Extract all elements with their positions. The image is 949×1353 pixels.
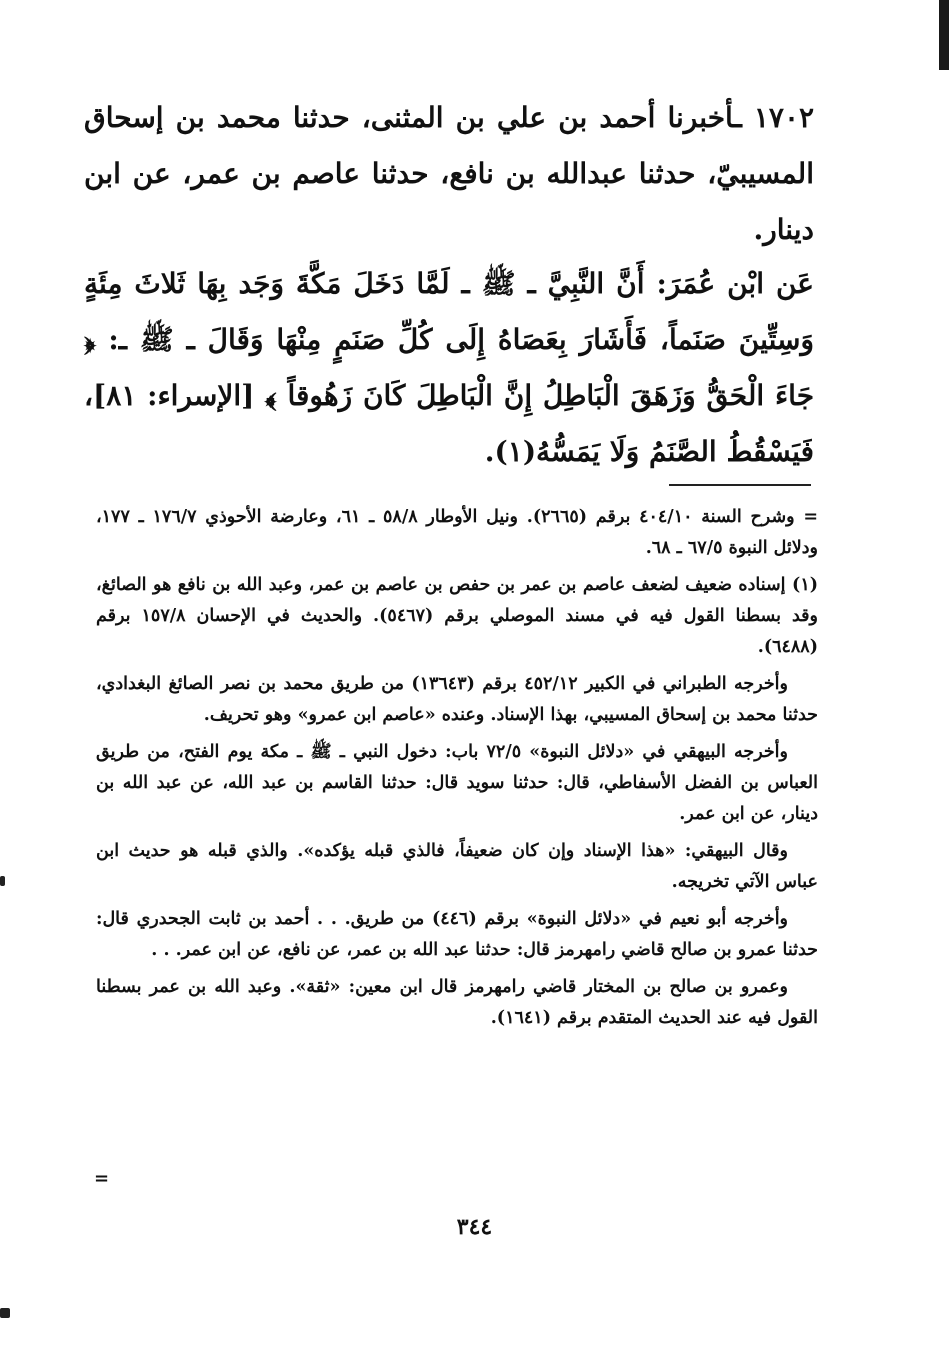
footnote-separator	[669, 484, 811, 486]
footnote-continuation: = وشرح السنة ٤٠٤/١٠ برقم (٢٦٦٥). ونيل الأوطار ٥٨/٨ ـ ٦١، وعارضة الأحوذي ١٧٦/٧ ـ ١٧٧، ودلائل النبوة ٦٧/٥ ـ ٦٨.	[96, 507, 818, 558]
scan-speck	[0, 1308, 10, 1318]
footnote-paragraph: وأخرجه البيهقي في «دلائل النبوة» ٧٢/٥ باب: دخول النبي ـ ﷺ ـ مكة يوم الفتح، من طريق العباس بن الفضل الأسفاطي، قال: حدثنا سويد قال: حدثنا القاسم بن عبد الله، عن عبد الله بن دينار، عن ابن عمر.	[96, 742, 818, 824]
footnote-paragraph: وعمرو بن صالح بن المختار قاضي رامهرمز قال ابن معين: «ثقة». وعبد الله بن عمر بسطنا القول فيه عند الحديث المتقدم برقم (١٦٤١).	[96, 977, 818, 1028]
continuation-mark: =	[94, 1168, 110, 1189]
footnote-paragraph: وأخرجه الطبراني في الكبير ٤٥٢/١٢ برقم (١٣٦٤٣) من طريق محمد بن نصر الصائغ البغدادي، حدثنا محمد بن إسحاق المسيبي، بهذا الإسناد. وعنده «عاصم ابن عمرو» وهو تحريف.	[96, 674, 818, 725]
footnotes	[96, 502, 818, 1040]
footnote-1: (١) إسناده ضعيف لضعف عاصم بن عمر بن حفص بن عاصم بن عمر، وعبد الله بن نافع هو الصائغ، وقد بسطنا القول فيه في مسند الموصلي برقم (٥٤٦٧). والحديث في الإحسان ١٥٧/٨ برقم (٦٤٨٨).	[96, 575, 818, 657]
hadith-isnad-text: أخبرنا أحمد بن علي بن المثنى، حدثنا محمد بن إسحاق المسيبيّ، حدثنا عبدالله بن نافع، حدثنا عاصم بن عمر، عن ابن دينار.	[84, 101, 814, 246]
page-number: ٣٤٤	[456, 1214, 493, 1240]
hadith-number: ١٧٠٢ ـ	[733, 101, 815, 134]
footnote-paragraph: وأخرجه أبو نعيم في «دلائل النبوة» برقم (٤٤٦) من طريق. . . أحمد بن ثابت الجحدري قال: حدثنا عمرو بن صالح قاضي رامهرمز قال: حدثنا عبد الله بن عمر، عن نافع، عن ابن عمر. . .	[96, 909, 818, 960]
scan-speck	[0, 876, 5, 886]
hadith-matn: عَن ابْن عُمَرَ: أَنَّ النَّبِيَّ ـ ﷺ ـ لَمَّا دَخَلَ مَكَّةَ وَجَد بِهَا ثَلاثَ مِئَةٍ وَسِتِّينَ صَنَماً، فَأَشَارَ بِعَصَاهُ إِلَى كُلِّ صَنَمٍ مِنْهَا وَقَالَ ـ ﷺ ـ: ﴿ جَاءَ الْحَقُّ وَزَهَقَ الْبَاطِلُ إِنَّ الْبَاطِلَ كَانَ زَهُوقاً ﴾ [الإسراء: ٨١]، فَيَسْقُطُ الصَّنَمُ وَلَا يَمَسُّهُ(١).	[84, 267, 814, 468]
hadith-isnad	[84, 90, 814, 258]
scan-edge-mark	[939, 0, 949, 70]
footnote-paragraph: وقال البيهقي: «هذا الإسناد وإن كان ضعيفاً، فالذي قبله يؤكده». والذي قبله هو حديث ابن عباس الآتي تخريجه.	[96, 841, 818, 892]
